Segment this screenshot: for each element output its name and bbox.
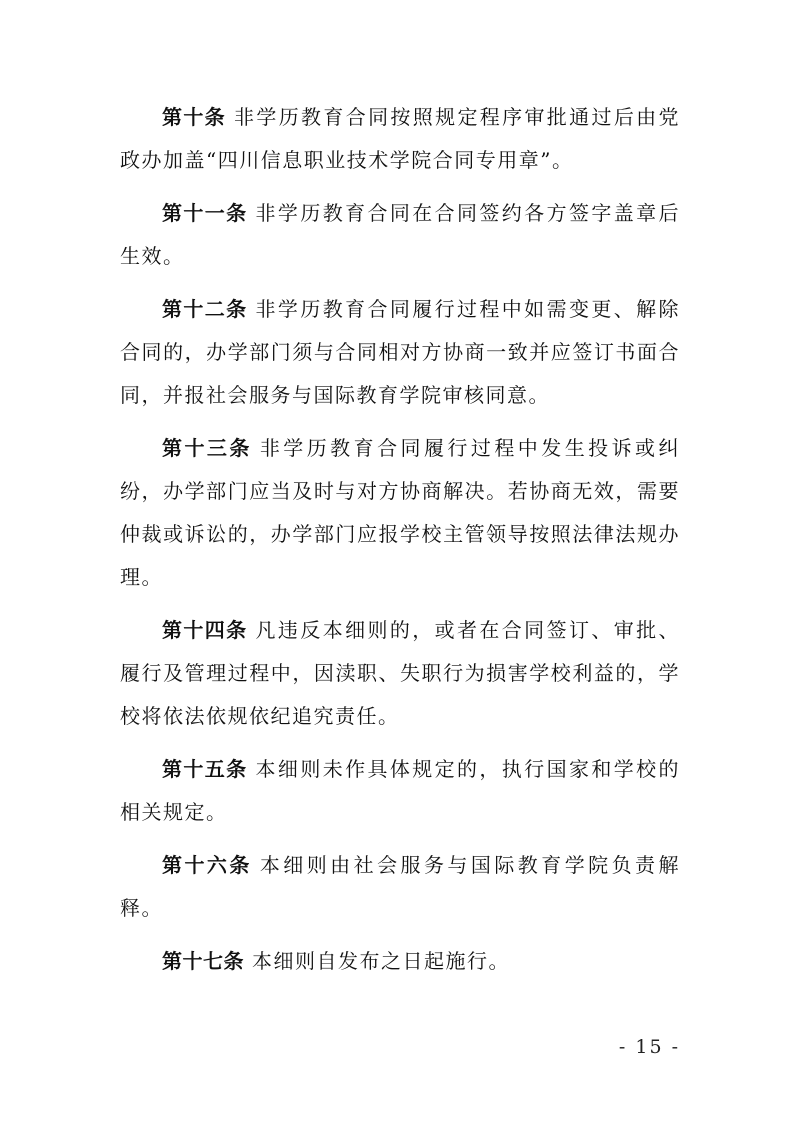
article-17 [120,940,680,983]
article-text: 非学历教育合同在合同签约各方签字盖章后生效。 [120,201,681,268]
article-label: 第十条 [162,105,227,129]
article-label: 第十七条 [162,949,244,973]
article-text: 本细则自发布之日起施行。 [252,949,510,973]
article-label: 第十六条 [162,853,252,877]
page-number: - 15 - [618,1036,680,1058]
article-label: 第十五条 [162,757,248,781]
article-13 [120,427,680,599]
article-10 [120,96,680,182]
article-label: 第十二条 [162,297,248,321]
article-text: 非学历教育合同履行过程中如需变更、解除合同的，办学部门须与合同相对方协商一致并应签订书面合同，并报社会服务与国际教育学院审核同意。 [120,297,681,407]
article-label: 第十一条 [162,201,248,225]
article-15 [120,748,680,834]
article-text: 本细则由社会服务与国际教育学院负责解释。 [120,853,681,920]
article-14 [120,609,680,738]
article-text: 凡违反本细则的，或者在合同签订、审批、履行及管理过程中，因渎职、失职行为损害学校利益的，学校将依法依规依纪追究责任。 [120,618,681,728]
article-11 [120,192,680,278]
article-12 [120,288,680,417]
article-text: 非学历教育合同履行过程中发生投诉或纠纷，办学部门应当及时与对方协商解决。若协商无效，需要仲裁或诉讼的，办学部门应报学校主管领导按照法律法规办理。 [120,436,681,589]
article-text: 本细则未作具体规定的，执行国家和学校的相关规定。 [120,757,681,824]
article-label: 第十四条 [162,618,248,642]
article-label: 第十三条 [162,436,252,460]
article-text: 非学历教育合同按照规定程序审批通过后由党政办加盖“四川信息职业技术学院合同专用章”。 [120,105,681,172]
document-body [120,96,680,993]
article-16 [120,844,680,930]
